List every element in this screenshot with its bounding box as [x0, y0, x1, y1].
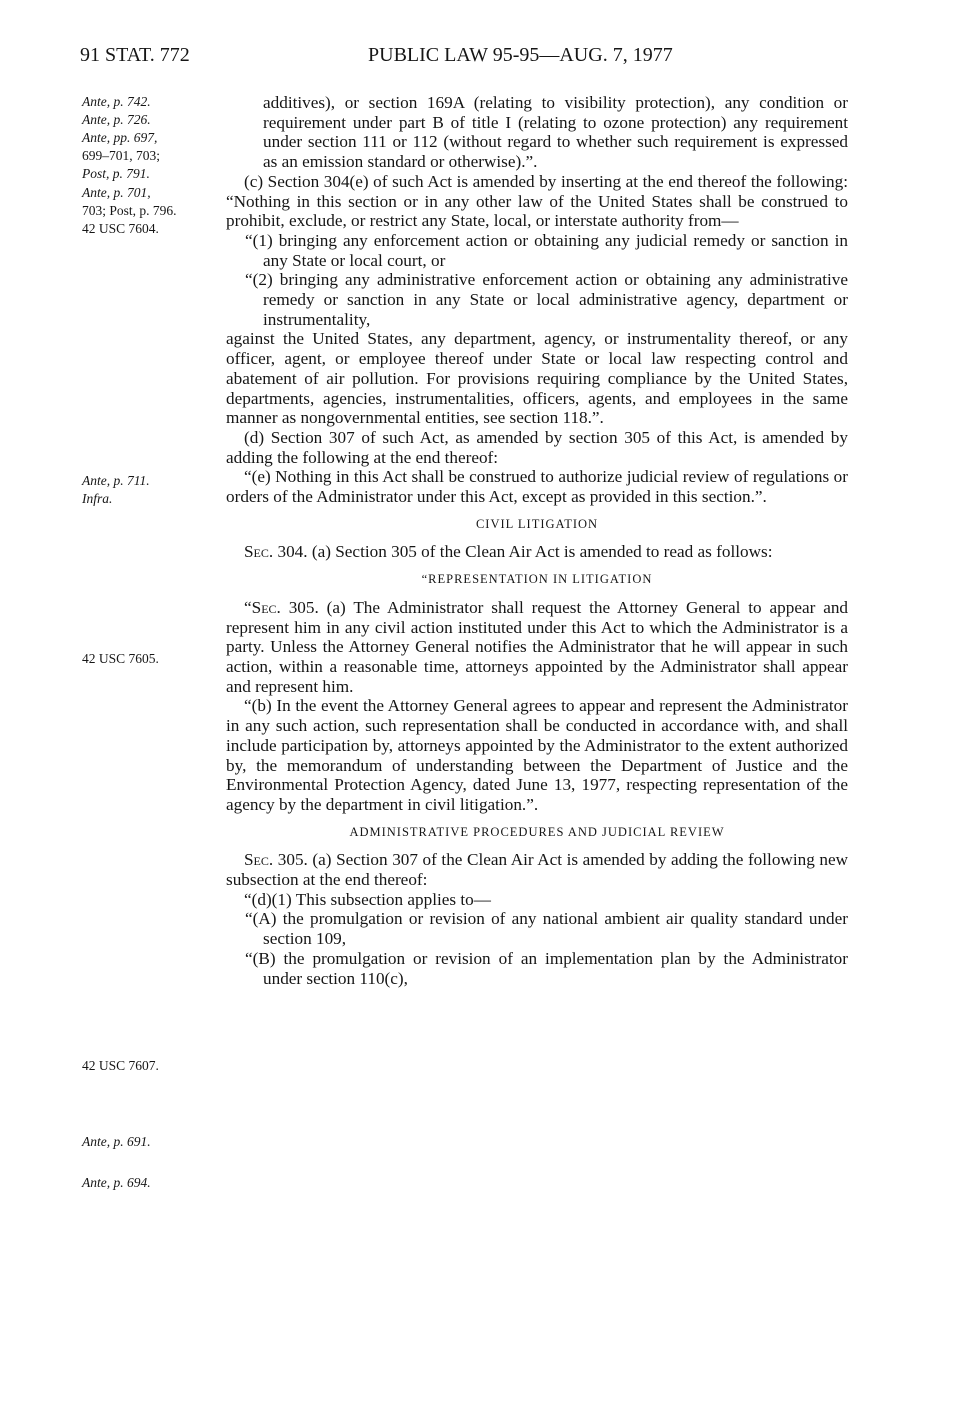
paragraph-A: “(A) the promulgation or revision of any national ambient air quality standard under section 109, — [245, 909, 848, 949]
margin-note: Infra. — [82, 491, 113, 506]
section-304 — [226, 542, 848, 562]
margin-note: 699–701, 703; — [82, 148, 161, 163]
margin-note: 703; Post, p. 796. — [82, 203, 177, 218]
page-number-header: 91 STAT. 772 — [80, 44, 190, 66]
paragraph-B: “(B) the promulgation or revision of an implementation plan by the Administrator under section 110(c), — [245, 948, 848, 988]
public-law-header: PUBLIC LAW 95-95—AUG. 7, 1977 — [368, 44, 673, 66]
section-304-label: Sec. 304. — [244, 542, 308, 562]
margin-note: 42 USC 7604. — [82, 221, 159, 236]
paragraph-d: (d) Section 307 of such Act, as amended by section 305 of this Act, is amended by adding the following at the end thereof: — [226, 427, 848, 467]
margin-note: 42 USC 7607. — [82, 1058, 159, 1073]
section-305-text: (a) Section 307 of the Clean Air Act is amended by adding the following new subsection at the end thereof: — [226, 850, 848, 890]
paragraph-d1: “(d)(1) This subsection applies to— — [244, 889, 491, 909]
margin-note: Post, p. 791. — [82, 166, 150, 181]
margin-note: Ante, pp. 697, — [82, 130, 158, 145]
paragraph-c2: “(2) bringing any administrative enforcement action or obtaining any administrative remedy or sanction in any State or local administrative agency, department or instrumentality, — [245, 270, 848, 329]
margin-note: Ante, p. 701, — [82, 185, 151, 200]
section-305b: “(b) In the event the Attorney General agrees to appear and represent the Administrator in any such action, such representation shall be conducted in accordance with, and shall include participation by, attorneys appointed by the Administrator to the extent authorized by, the memorandum of understanding between the Department of Justice and the Environmental Protection Agency, dated June 13, 1977, respecting representation of the agency by the department in civil litigation.”. — [226, 696, 848, 814]
paragraph-additives: additives), or section 169A (relating to visibility protection), any condition or requirement under part B of title I (relating to ozone protection) any requirement under section 111 or 112 (without regard to whether such requirement is expressed as an emission standard or otherwise).”. — [263, 93, 848, 172]
section-305a-text: (a) The Administrator shall request the Attorney General to appear and represent him in any civil action instituted under this Act to which the Administrator is a party. Unless the Attorney General notifies the Administrator that he will appear in such action, within a reasonable time, attorneys appointed by the Administrator shall appear and represent him. — [226, 597, 849, 696]
section-304-text: (a) Section 305 of the Clean Air Act is amended to read as follows: — [311, 542, 773, 562]
section-305 — [226, 850, 848, 889]
paragraph-c: (c) Section 304(e) of such Act is amended by inserting at the end thereof the following: “Nothing in this section or in any other law of the United States shall be construed to prohibit, exclude, or restrict any State, local, or interstate authority from— — [226, 171, 848, 231]
margin-note: 42 USC 7605. — [82, 651, 159, 666]
statute-body — [226, 93, 848, 988]
margin-note: Ante, p. 694. — [82, 1175, 151, 1190]
heading-administrative-procedures: ADMINISTRATIVE PROCEDURES AND JUDICIAL REVIEW — [349, 824, 725, 839]
section-305a-label: “Sec. 305. — [244, 597, 319, 617]
paragraph-c1: “(1) bringing any enforcement action or obtaining any judicial remedy or sanction in any State or local court, or — [245, 230, 848, 270]
margin-note: Ante, p. 726. — [82, 112, 151, 127]
section-305-label: Sec. 305. — [244, 850, 308, 870]
margin-note: Ante, p. 711. — [82, 473, 150, 488]
heading-representation: “REPRESENTATION IN LITIGATION — [421, 572, 653, 587]
section-305a — [226, 598, 848, 697]
heading-civil-litigation: CIVIL LITIGATION — [475, 516, 599, 531]
paragraph-e: “(e) Nothing in this Act shall be construed to authorize judicial review of regulations or orders of the Administrator under this Act, except as provided in this section.”. — [226, 467, 848, 507]
paragraph-against: against the United States, any department, agency, or instrumentality thereof, or any officer, agent, or employee thereof under State or local law respecting control and abatement of air pollution. For provisions requiring compliance by the United States, departments, agencies, instrumentalities, officers, agents, and employees in the same manner as nongovernmental entities, see section 118.”. — [226, 329, 848, 428]
margin-note: Ante, p. 691. — [82, 1134, 151, 1149]
margin-note: Ante, p. 742. — [82, 94, 151, 109]
